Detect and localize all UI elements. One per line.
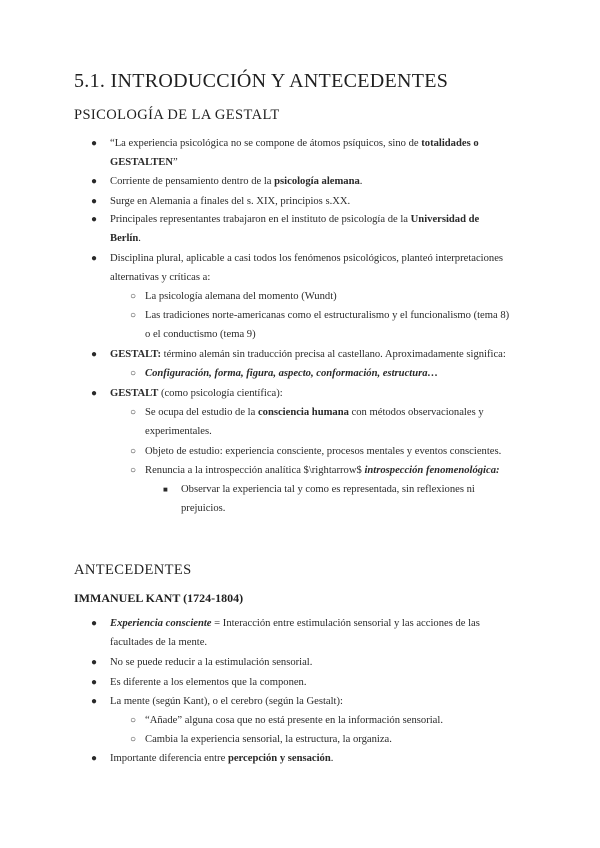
list-item: Corriente de pensamiento dentro de la psicología alemana. <box>110 176 363 187</box>
bullet-disc: ● <box>91 388 98 399</box>
page-title: 5.1. INTRODUCCIÓN Y ANTECEDENTES <box>74 70 449 92</box>
list-item: Experiencia consciente = Interacción entre estimulación sensorial y las acciones de las <box>110 618 480 629</box>
list-item: Principales representantes trabajaron en el instituto de psicología de la Universidad de <box>110 214 480 225</box>
bullet-disc: ● <box>91 214 98 225</box>
list-item: Es diferente a los elementos que la componen. <box>110 677 307 688</box>
bullet-disc: ● <box>91 253 98 264</box>
sub-list-item: Las tradiciones norte-americanas como el estructuralismo y el funcionalismo (tema 8) <box>145 310 510 321</box>
bullet-disc: ● <box>91 618 98 629</box>
section-heading-gestalt: PSICOLOGÍA DE LA GESTALT <box>74 107 280 123</box>
sub-sub-list-item: Observar la experiencia tal y como es representada, sin reflexiones ni <box>181 484 475 495</box>
sub-list-item: La psicología alemana del momento (Wundt) <box>145 291 337 302</box>
bullet-circle: ○ <box>130 465 137 476</box>
bullet-disc: ● <box>91 753 98 764</box>
sub-list-item: Cambia la experiencia sensorial, la estructura, la organiza. <box>145 734 392 745</box>
list-item: Surge en Alemania a finales del s. XIX, principios s.XX. <box>110 196 351 207</box>
bullet-disc: ● <box>91 696 98 707</box>
bullet-disc: ● <box>91 138 98 149</box>
list-item: No se puede reducir a la estimulación sensorial. <box>110 657 313 668</box>
list-item: La mente (según Kant), o el cerebro (según la Gestalt): <box>110 696 343 707</box>
bullet-circle: ○ <box>130 368 137 379</box>
bullet-circle: ○ <box>130 715 137 726</box>
bullet-disc: ● <box>91 349 98 360</box>
list-item-continuation: GESTALTEN” <box>110 157 178 168</box>
sub-list-item: Configuración, forma, figura, aspecto, conformación, estructura… <box>145 368 439 379</box>
list-item: “La experiencia psicológica no se compone de átomos psíquicos, sino de totalidades o <box>110 138 479 149</box>
sub-list-item: “Añade” alguna cosa que no está presente en la información sensorial. <box>145 715 443 726</box>
bullet-circle: ○ <box>130 407 137 418</box>
list-item: Disciplina plural, aplicable a casi todos los fenómenos psicológicos, planteó interpretaciones <box>110 253 504 264</box>
bullet-circle: ○ <box>130 446 137 457</box>
bullet-circle: ○ <box>130 310 137 321</box>
sub-list-item: Se ocupa del estudio de la consciencia humana con métodos observacionales y <box>145 407 484 418</box>
subsection-heading-kant: IMMANUEL KANT (1724-1804) <box>74 591 244 605</box>
bullet-disc: ● <box>91 657 98 668</box>
list-item: GESTALT: término alemán sin traducción precisa al castellano. Aproximadamente significa: <box>110 349 506 360</box>
sub-list-item-continuation: o el conductismo (tema 9) <box>145 329 256 340</box>
section-heading-antecedentes: ANTECEDENTES <box>74 562 192 578</box>
sub-list-item-continuation: experimentales. <box>145 426 212 437</box>
bullet-circle: ○ <box>130 291 137 302</box>
list-item-continuation: facultades de la mente. <box>110 637 208 648</box>
list-item-continuation: Berlín. <box>110 233 141 244</box>
sub-sub-list-item-continuation: prejuicios. <box>181 503 226 514</box>
bullet-disc: ● <box>91 677 98 688</box>
bullet-disc: ● <box>91 196 98 207</box>
list-item: GESTALT (como psicología científica): <box>110 388 283 399</box>
bullet-square: ■ <box>163 485 168 494</box>
bullet-circle: ○ <box>130 734 137 745</box>
sub-list-item: Renuncia a la introspección analítica $\rightarrow$ introspección fenomenológica: <box>145 465 500 476</box>
list-item-continuation: alternativas y críticas a: <box>110 272 211 283</box>
sub-list-item: Objeto de estudio: experiencia consciente, procesos mentales y eventos conscientes. <box>145 446 502 457</box>
list-item: Importante diferencia entre percepción y sensación. <box>110 753 334 764</box>
bullet-disc: ● <box>91 176 98 187</box>
